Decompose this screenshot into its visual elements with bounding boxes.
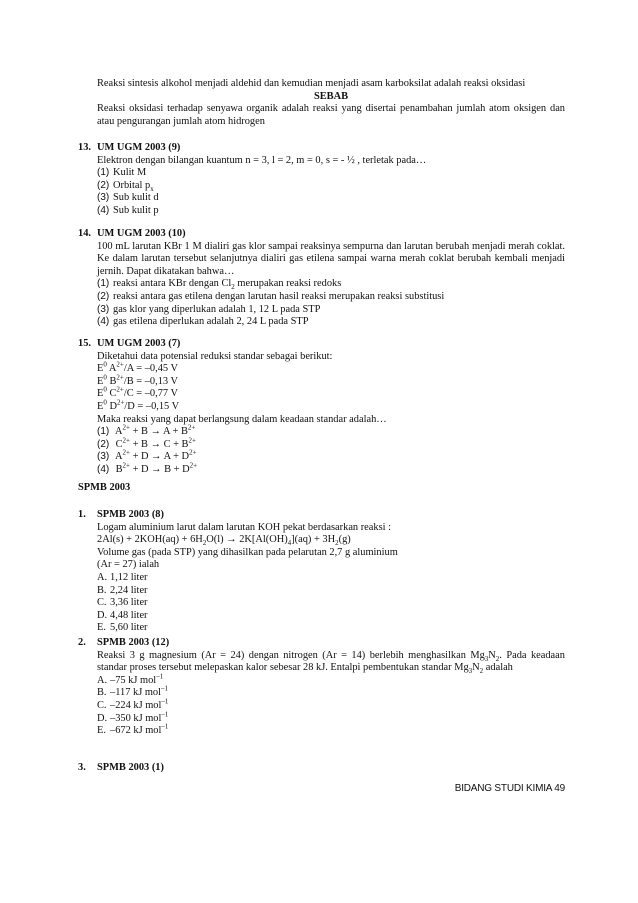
arrow-icon: → <box>151 451 162 463</box>
arrow-icon: → <box>150 426 161 438</box>
option-2: (2) reaksi antara gas etilena dengan larutan hasil reaksi merupakan reaksi substitusi <box>97 290 445 302</box>
question-stem: Elektron dengan bilangan kuantum n = 3, l = 2, m = 0, s = - ½ , terletak pada… <box>97 154 427 166</box>
option-a: A. –75 kJ mol$^{-1}$ <box>97 672 164 686</box>
option-2: (2) Orbital $p_x$ <box>97 179 154 193</box>
option-3: (3) $A^{2+} + D \to A + D^{2+}$ <box>97 448 197 463</box>
question-stem: Logam aluminium larut dalam larutan KOH pekat berdasarkan reaksi : <box>97 521 392 533</box>
option-3: (3) Sub kulit d <box>97 192 159 204</box>
question-15 <box>78 338 565 477</box>
option-e: E. 5,60 liter <box>97 622 148 634</box>
question-line: Volume gas (pada STP) yang dihasilkan pada pelarutan 2,7 g aluminium <box>97 546 398 558</box>
potential-d: $E^0$ $D^{2+}/D = -0,15$ V <box>97 398 180 412</box>
question-ask: Maka reaksi yang dapat berlangsung dalam keadaan standar adalah… <box>97 413 387 425</box>
section-heading: SPMB 2003 <box>78 482 131 493</box>
question-number: 3. <box>78 762 86 773</box>
option-4: (4) gas etilena diperlukan adalah 2, 24 L pada STP <box>97 316 309 328</box>
question-stem: Diketahui data potensial reduksi standar sebagai berikut: <box>97 350 333 362</box>
question-stem: Reaksi 3 g magnesium (Ar = 24) dengan nitrogen (Ar = 14) berlebih menghasilkan $Mg_3N_2$. Pada keadaan standar proses tersebut melepaskan kalor sebesar 28 kJ. Entalpi pembentukan standar $Mg_3N_2$ adalah <box>97 649 565 676</box>
spmb-question-3 <box>78 762 565 775</box>
spmb-question-1 <box>78 509 565 635</box>
question-13 <box>78 142 565 218</box>
option-1: (1) reaksi antara KBr dengan $Cl_2$ merupakan reaksi redoks <box>97 278 342 292</box>
arrow-icon: → <box>150 438 161 450</box>
page-footer: BIDANG STUDI KIMIA 49 <box>454 783 565 794</box>
question-number: 2. <box>78 637 86 648</box>
reaction-equation: $2Al(s) + 2KOH(aq) + 6H_2O(l) \to 2K[Al(OH)_4](aq) + 3H_2(g)$ <box>97 534 351 548</box>
option-1: (1) $A^{2+} + B \to A + B^{2+}$ <box>97 423 196 438</box>
potential-a: $E^0$ $A^{2+}/A = -0,45$ V <box>97 360 179 375</box>
intro-line-1: Reaksi sintesis alkohol menjadi aldehid dan kemudian menjadi asam karboksilat adalah reaksi oksidasi <box>97 78 526 89</box>
option-4: (4) Sub kulit p <box>97 204 159 216</box>
question-line: (Ar = 27) ialah <box>97 559 160 571</box>
question-title: SPMB 2003 (1) <box>97 762 164 773</box>
potential-c: $E^0$ $C^{2+}/C = -0,77$ V <box>97 385 179 400</box>
question-number: 1. <box>78 509 86 520</box>
question-title: SPMB 2003 (12) <box>97 637 170 648</box>
spmb-question-2 <box>78 637 565 738</box>
option-1: (1) Kulit M <box>97 167 147 179</box>
question-number: 15. <box>78 338 91 349</box>
option-2: (2) $C^{2+} + B \to C + B^{2+}$ <box>97 436 196 450</box>
arrow-icon: → <box>151 463 162 475</box>
question-number: 14. <box>78 228 91 239</box>
option-a: A. 1,12 liter <box>97 571 148 583</box>
question-number: 13. <box>78 142 91 153</box>
question-title: UM UGM 2003 (9) <box>97 142 181 153</box>
question-title: UM UGM 2003 (10) <box>97 228 186 239</box>
question-14 <box>78 228 565 329</box>
option-d: D. 4,48 liter <box>97 609 148 621</box>
intro-statement <box>97 78 565 128</box>
option-4: (4) $B^{2+} + D \to B + D^{2+}$ <box>97 461 198 475</box>
option-c: C. –224 kJ mol$^{-1}$ <box>97 697 169 711</box>
potential-b: $E^0$ $B^{2+}/B = -0,13$ V <box>97 373 179 387</box>
option-c: C. 3,36 liter <box>97 597 148 609</box>
intro-line-2: Reaksi oksidasi terhadap senyawa organik adalah reaksi yang disertai penambahan jumlah atom oksigen dan atau pengurangan jumlah atom hidrogen <box>97 103 565 127</box>
sebab-label: SEBAB <box>313 90 349 102</box>
option-b: B. 2,24 liter <box>97 584 148 596</box>
question-title: UM UGM 2003 (7) <box>97 338 181 349</box>
option-d: D. –350 kJ mol$^{-1}$ <box>97 710 169 724</box>
option-e: E. –672 kJ mol$^{-1}$ <box>97 722 169 737</box>
option-b: B. –117 kJ mol$^{-1}$ <box>97 684 168 699</box>
question-title: SPMB 2003 (8) <box>97 509 164 520</box>
option-3: (3) gas klor yang diperlukan adalah 1, 12 L pada STP <box>97 303 321 315</box>
question-stem: 100 mL larutan KBr 1 M dialiri gas klor sampai reaksinya sempurna dan larutan berubah menjadi merah coklat. Ke dalam larutan tersebut selanjutnya dialiri gas etilena sampai warna merah coklat berubah kembali menjadi jernih. Dapat dikatakan bahwa… <box>97 240 565 277</box>
